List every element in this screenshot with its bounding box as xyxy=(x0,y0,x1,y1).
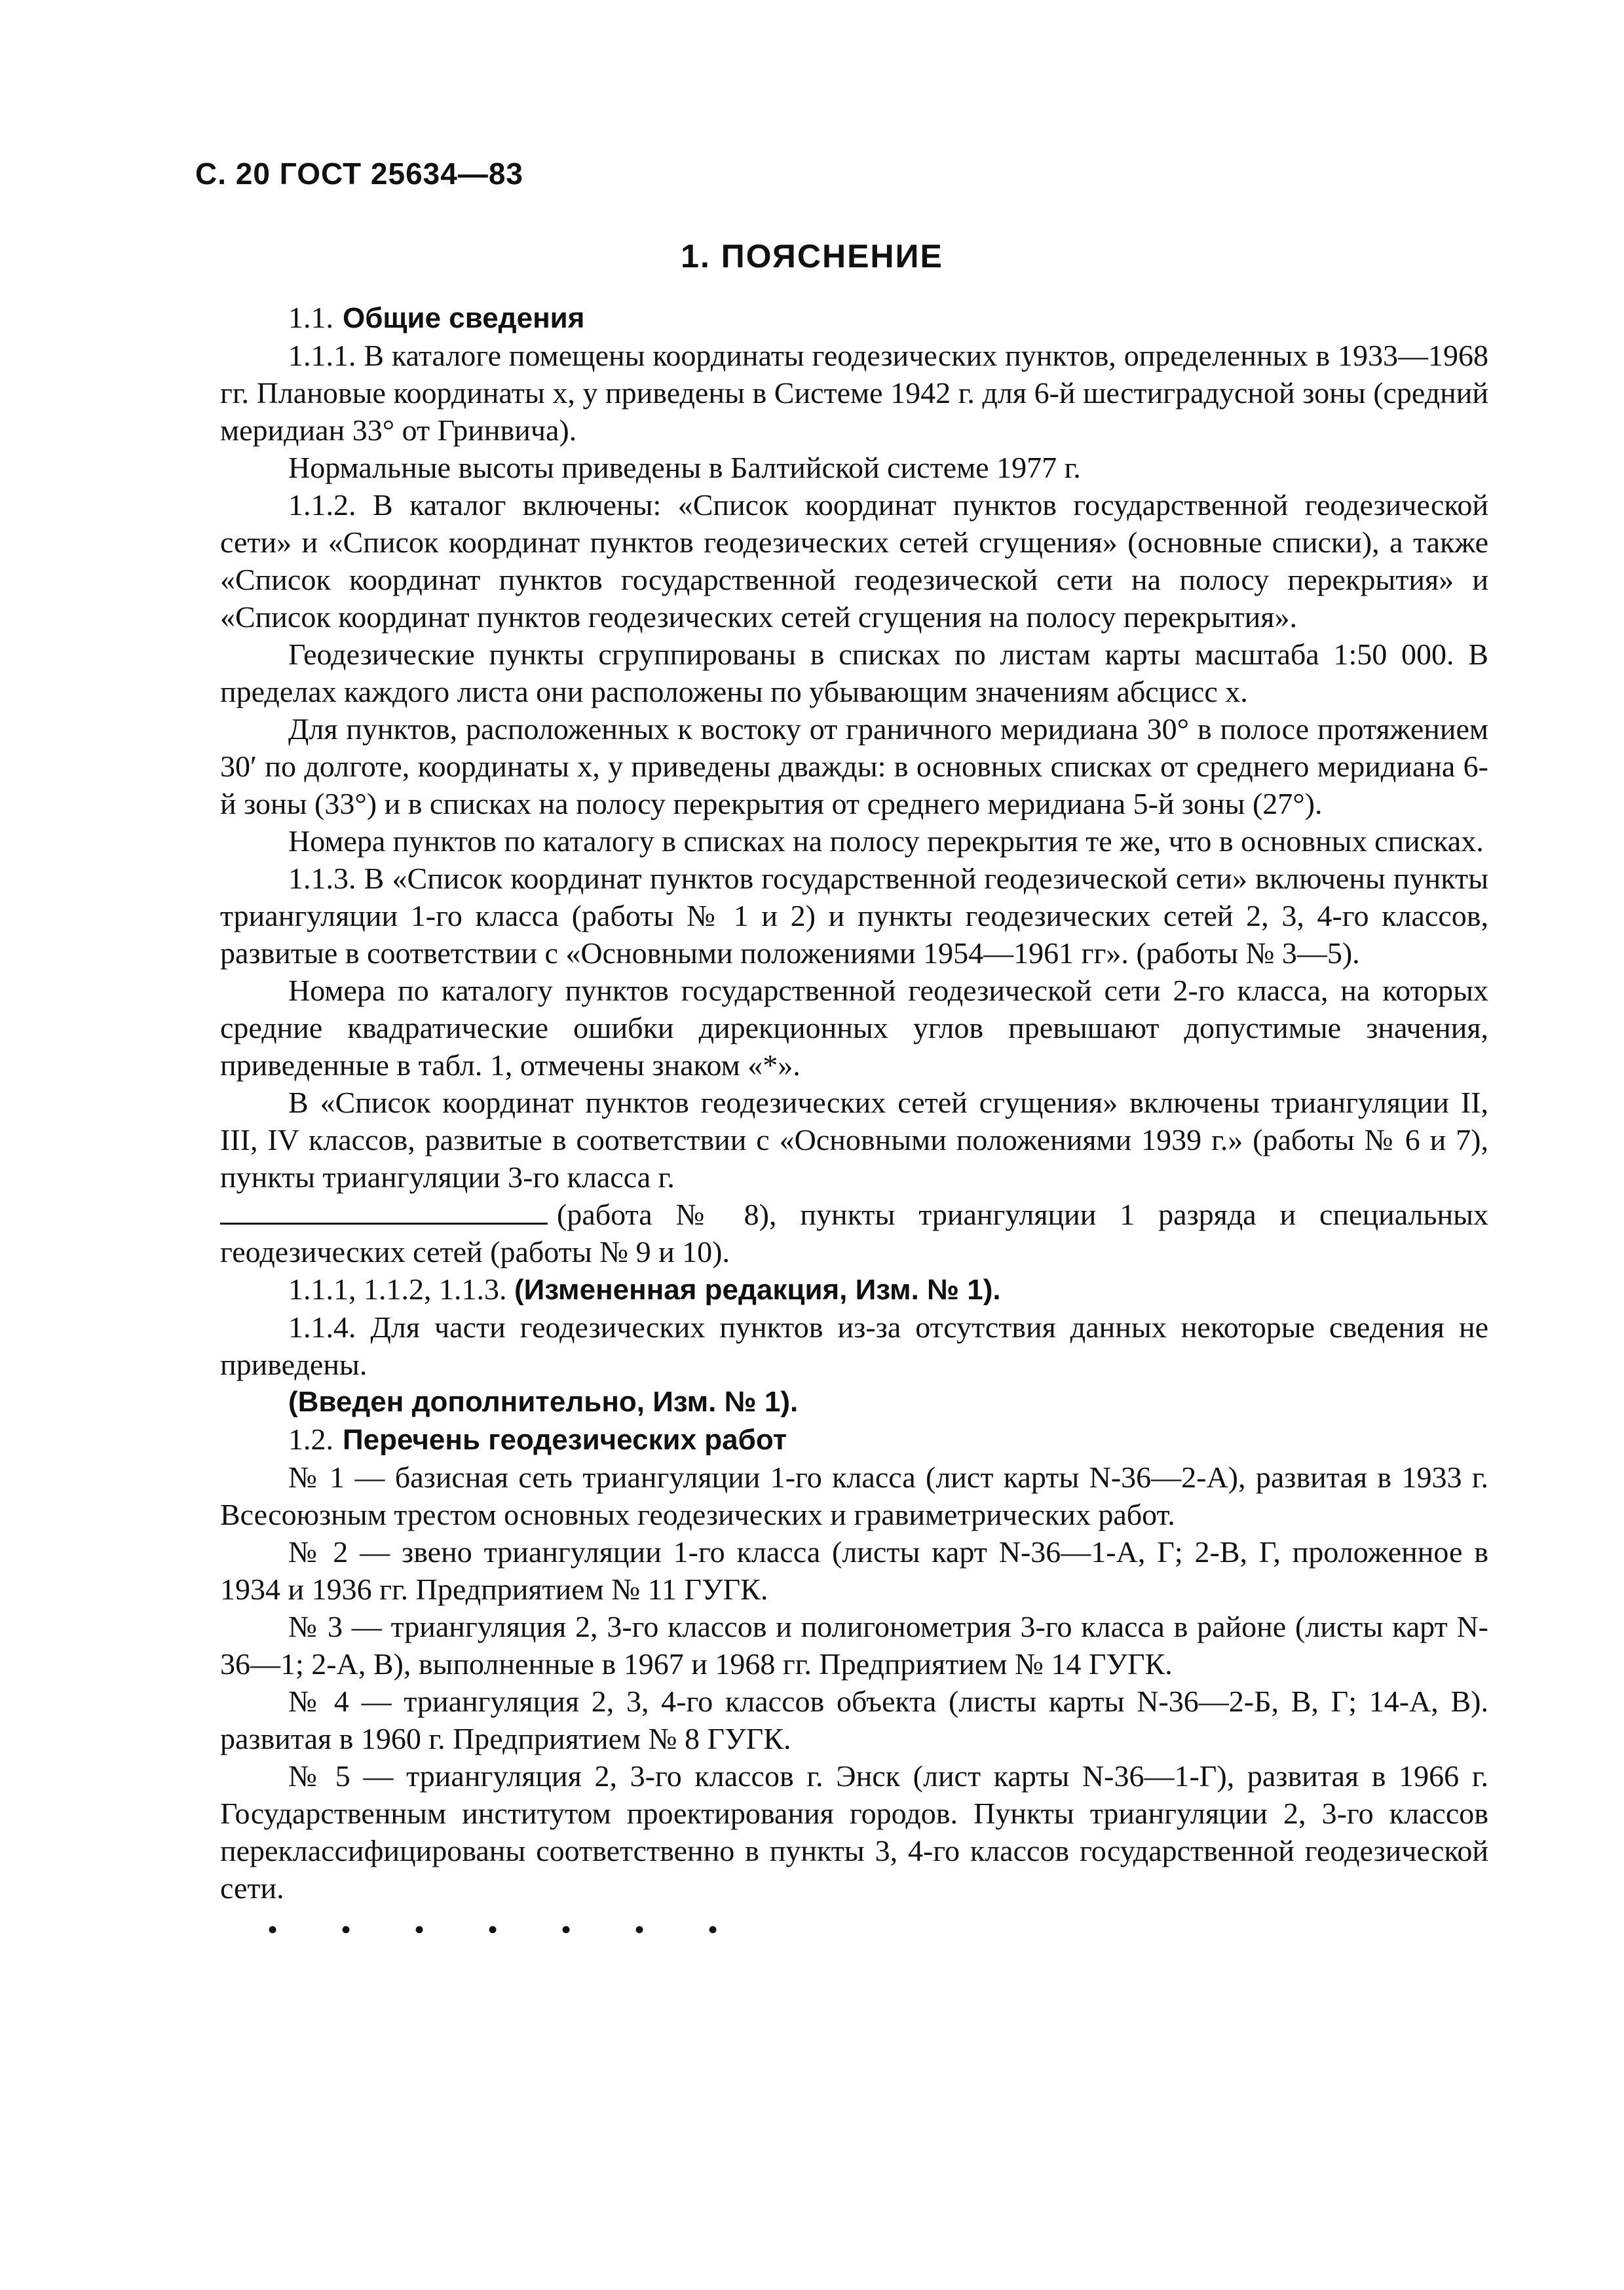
ellipsis-dot: • xyxy=(267,1913,278,1946)
ellipsis-dots xyxy=(220,1907,1488,1953)
work-item-2: № 2 — звено триангуляции 1-го класса (листы карт N-36—1-А, Г; 2-В, Г, проложенное в 1934 и 1936 гг. Предприятием № 11 ГУГК. xyxy=(220,1535,1488,1606)
paragraph-grouping: Геодезические пункты сгруппированы в списках по листам карты масштаба 1:50 000. В пределах каждого листа они расположены по убывающим значениям абсцисс x. xyxy=(220,638,1488,708)
paragraph-heights: Нормальные высоты приведены в Балтийской системе 1977 г. xyxy=(288,451,1081,484)
subsection-heading-general xyxy=(220,299,1488,337)
paragraph-overlap-numbers: Номера пунктов по каталогу в списках на полосу перекрытия те же, что в основных списках. xyxy=(288,824,1484,858)
document-body xyxy=(220,299,1488,1953)
paragraph-1-1-2: 1.1.2. В каталог включены: «Список координат пунктов государственной геодезической сети» и «Список координат пунктов геодезических сетей сгущения» (основные списки), а также «Список координат пунктов государственной геодезической сети на полосу перекрытия» и «Список координат пунктов геодезических сетей сгущения на полосу перекрытия». xyxy=(220,488,1488,634)
paragraph-overlap-zone: Для пунктов, расположенных к востоку от граничного меридиана 30° в полосе протяжением 30′ по долготе, координаты x, y приведены дважды: в основных списках от среднего меридиана 6-й зоны (33°) и в списках на полосу перекрытия от среднего меридиана 5-й зоны (27°). xyxy=(220,712,1488,820)
amendment-refs: 1.1.1, 1.1.2, 1.1.3. xyxy=(288,1272,507,1306)
heading-text: Общие сведения xyxy=(343,302,585,334)
work-item-1: № 1 — базисная сеть триангуляции 1-го класса (лист карты N-36—2-А), развитая в 1933 г. Всесоюзным трестом основных геодезических и гравиметрических работ. xyxy=(220,1460,1488,1531)
redacted-blank xyxy=(220,1196,548,1225)
paragraph-densification-list: В «Список координат пунктов геодезических сетей сгущения» включены триангуляции II, III, IV классов, развитые в соответствии с «Основными положениями 1939 г.» (работы № 6 и 7), пункты триангуляции 3-го класса г. xyxy=(220,1086,1488,1194)
section-title: 1. ПОЯСНЕНИЕ xyxy=(681,238,943,275)
paragraph-marked-points: Номера по каталогу пунктов государственной геодезической сети 2-го класса, на которых средние квадратические ошибки дирекционных углов превышают допустимые значения, приведенные в табл. 1, отмечены знаком «*». xyxy=(220,974,1488,1082)
page-header: С. 20 ГОСТ 25634—83 xyxy=(195,157,524,191)
amendment-introduced: (Введен дополнительно, Изм. № 1). xyxy=(288,1386,799,1418)
subsection-heading-works xyxy=(220,1421,1488,1459)
paragraph-1-1-3: 1.1.3. В «Список координат пунктов государственной геодезической сети» включены пункты триангуляции 1-го класса (работы № 1 и 2) и пункты геодезических сетей 2, 3, 4-го классов, развитые в соответствии с «Основными положениями 1954—1961 гг». (работы № 3—5). xyxy=(220,862,1488,970)
heading-number: 1.1. xyxy=(288,301,333,334)
work-item-5: № 5 — триангуляция 2, 3-го классов г. Энск (лист карты N-36—1-Г), развитая в 1966 г. Государственным институтом проектирования городов. Пункты триангуляции 2, 3-го классов переклассифицированы соответственно в пункты 3, 4-го классов государственной геодезической сети. xyxy=(220,1759,1488,1905)
paragraph-1-1-4: 1.1.4. Для части геодезических пунктов из-за отсутствия данных некоторые сведения не приведены. xyxy=(220,1310,1488,1381)
ellipsis-dot: • xyxy=(341,1913,352,1946)
paragraph-1-1-1: 1.1.1. В каталоге помещены координаты геодезических пунктов, определенных в 1933—1968 гг. Плановые координаты x, y приведены в Системе 1942 г. для 6-й шестиградусной зоны (средний меридиан 33° от Гринвича). xyxy=(220,339,1488,447)
work-item-3: № 3 — триангуляция 2, 3-го классов и полигонометрия 3-го класса в районе (листы карт N-36—1; 2-А, В), выполненные в 1967 и 1968 гг. Предприятием № 14 ГУГК. xyxy=(220,1610,1488,1681)
heading-text: Перечень геодезических работ xyxy=(343,1424,787,1456)
ellipsis-dot: • xyxy=(414,1913,425,1946)
heading-number: 1.2. xyxy=(288,1422,333,1456)
paragraph-redacted-line xyxy=(220,1196,1488,1270)
paragraph-amendment-note xyxy=(220,1270,1488,1308)
ellipsis-dot: • xyxy=(561,1913,572,1946)
work-item-4: № 4 — триангуляция 2, 3, 4-го классов объекта (листы карты N-36—2-Б, В, Г; 14-А, В). развитая в 1960 г. Предприятием № 8 ГУГК. xyxy=(220,1685,1488,1755)
ellipsis-dot: • xyxy=(487,1913,499,1946)
redacted-line-text: (работа № 8), пункты триангуляции 1 разряда и специальных геодезических сетей (работы № 9 и 10). xyxy=(220,1198,1488,1269)
ellipsis-dot: • xyxy=(708,1913,719,1946)
amendment-label: (Измененная редакция, Изм. № 1). xyxy=(514,1274,1001,1306)
ellipsis-dot: • xyxy=(634,1913,645,1946)
